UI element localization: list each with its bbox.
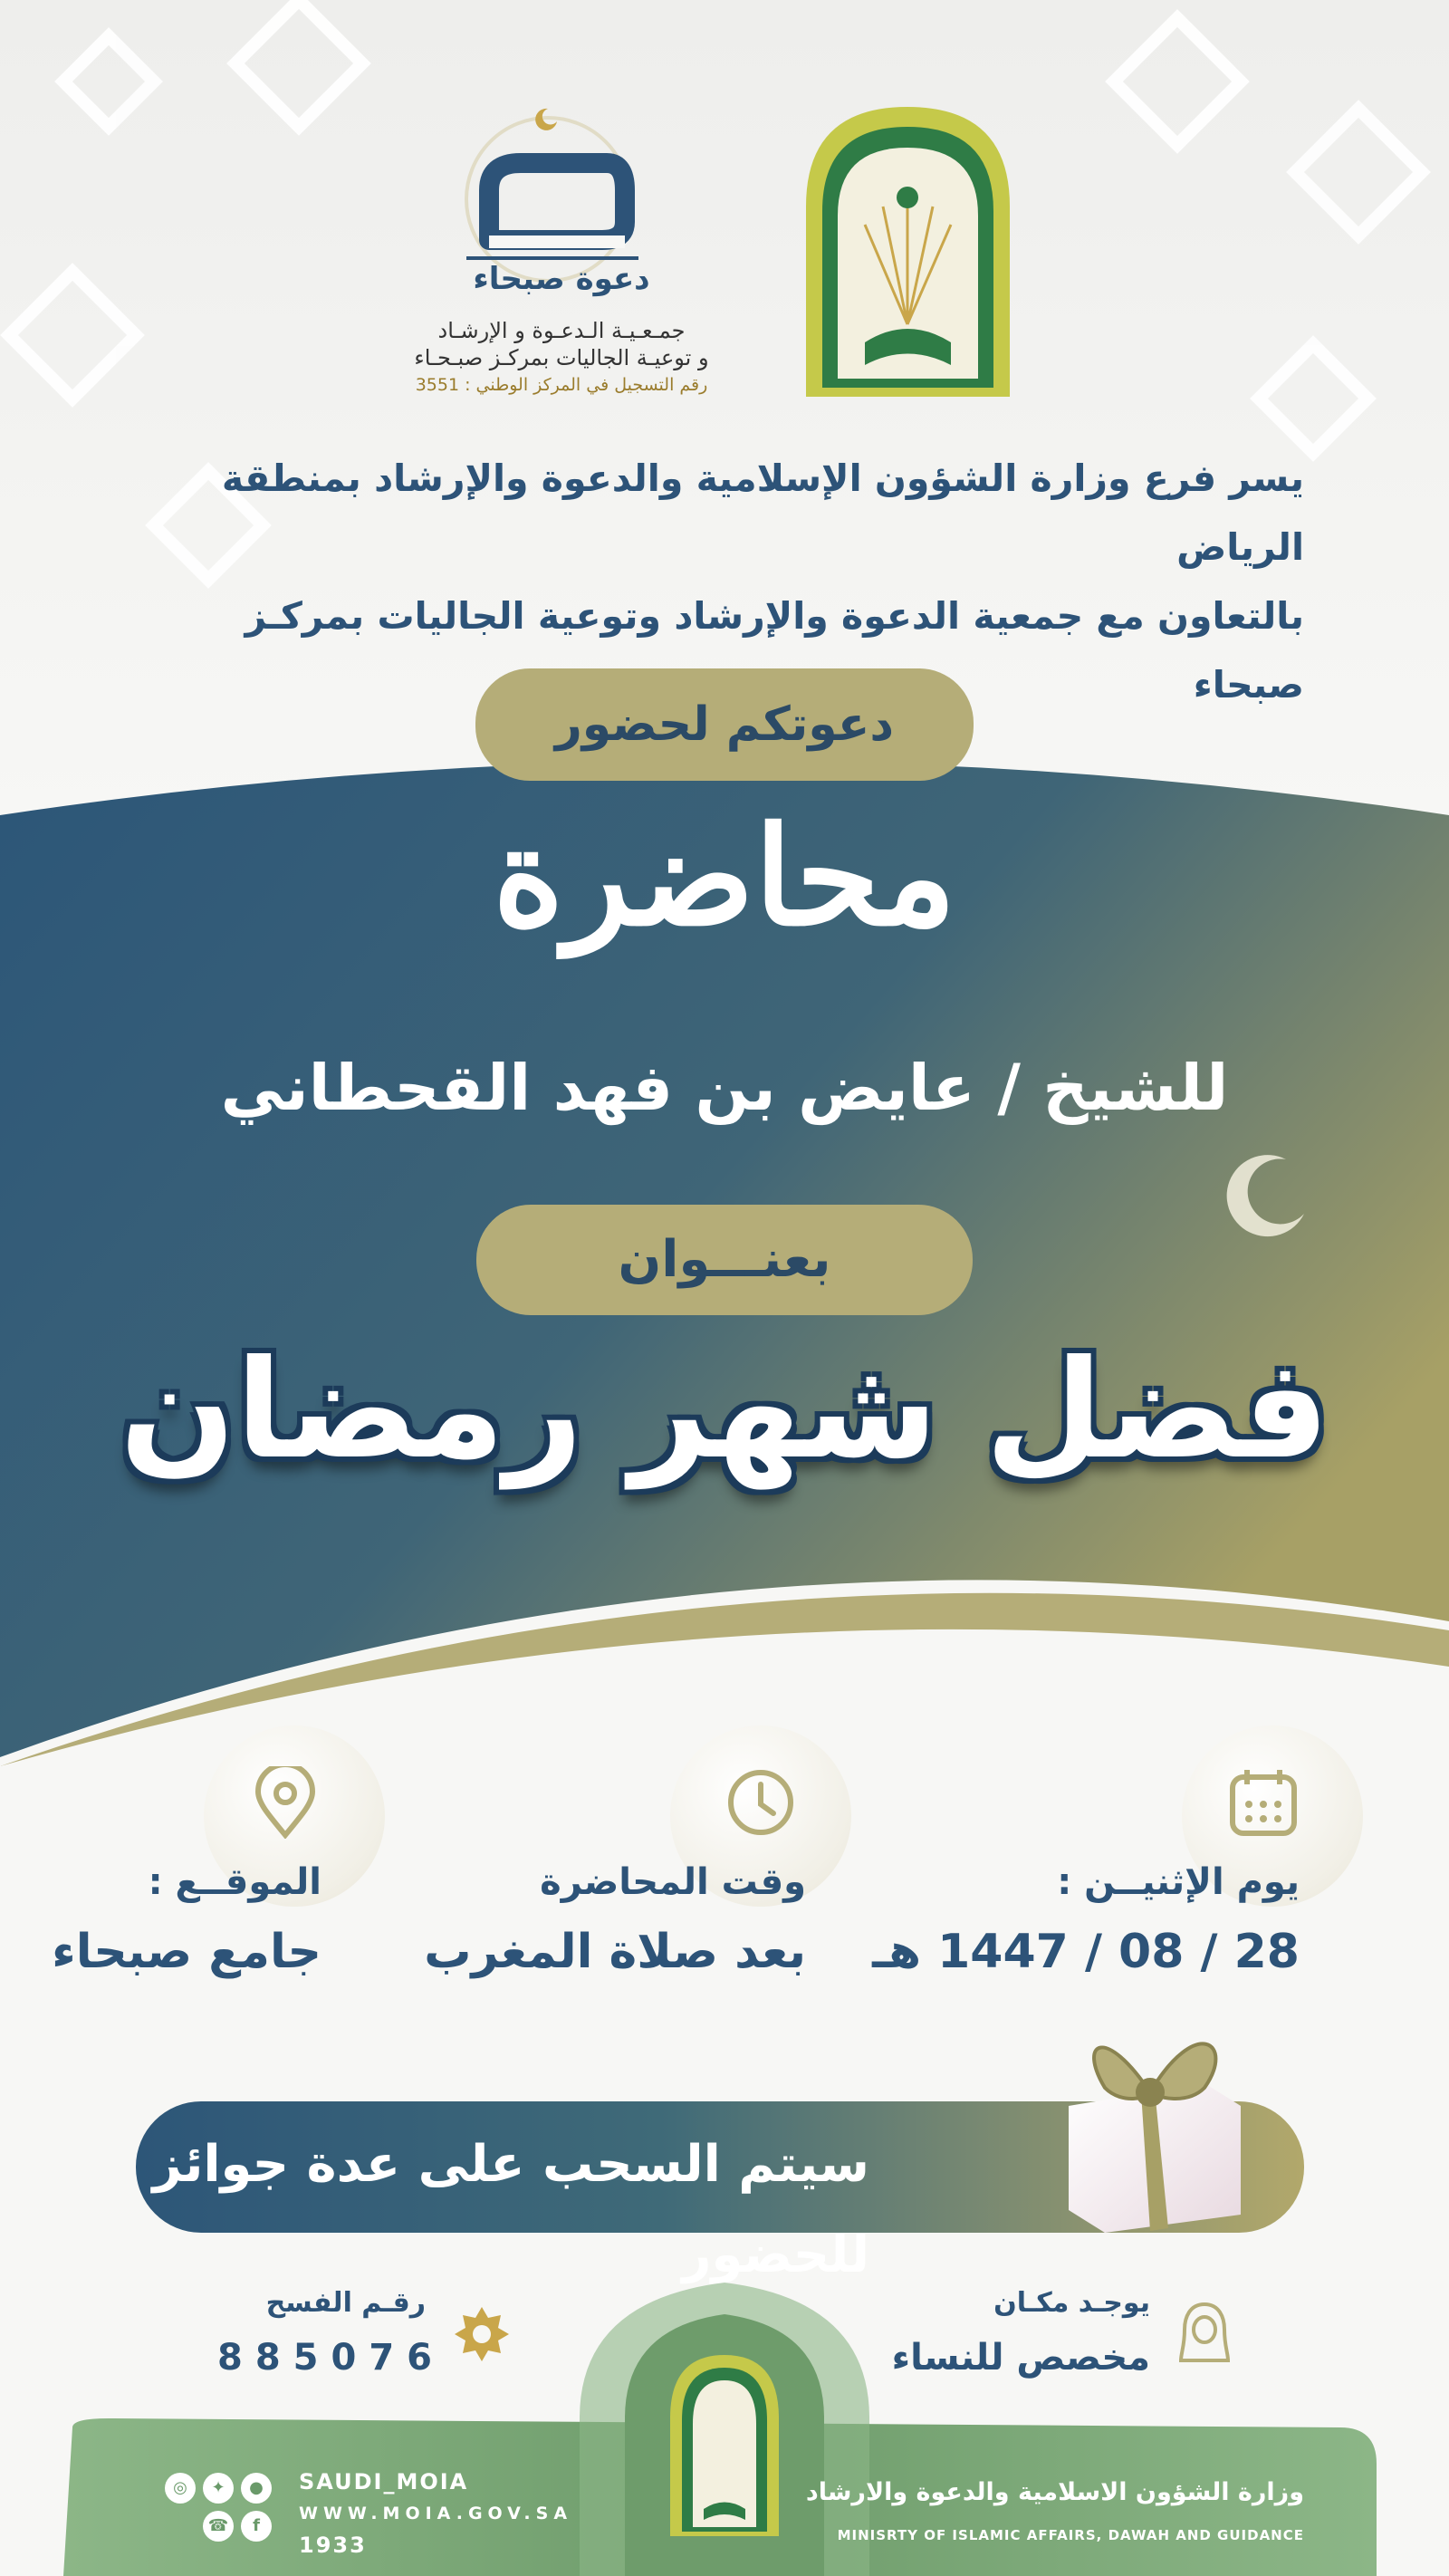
intro-line2: بالتعاون مع جمعية الدعوة والإرشاد وتوعية الجاليات بمركـز صبحاء xyxy=(245,594,1304,706)
intro-line1: يسر فرع وزارة الشؤون الإسلامية والدعوة والإرشاد بمنطقة الرياض xyxy=(221,457,1304,569)
invite-pill: دعوتكم لحضور xyxy=(475,668,974,781)
location-pin-icon xyxy=(249,1766,321,1839)
permit-number: 885076 xyxy=(217,2337,445,2379)
association-name-line2: و توعيـة الجاليات بمركـز صبـحـاء xyxy=(414,345,709,370)
association-logo-text: دعوة صبحاء xyxy=(473,261,650,297)
footer-ministry-logo xyxy=(670,2355,779,2536)
phone-icon[interactable]: ☎ xyxy=(203,2511,234,2542)
twitter-icon[interactable]: ✦ xyxy=(203,2473,234,2504)
gift-box-icon xyxy=(1041,2006,1259,2233)
time-value: بعد صلاة المغرب xyxy=(424,1925,806,1979)
event-type-title: محاضرة xyxy=(493,797,956,956)
location-value: جامع صبحاء xyxy=(52,1925,321,1979)
prize-text: سيتم السحب على عدة جوائز للحضور xyxy=(152,2135,869,2284)
footer-ministry-ar: وزارة الشؤون الاسلامية والدعوة والارشاد xyxy=(805,2478,1304,2506)
location-label: الموقــع : xyxy=(148,1861,321,1903)
day-value: 28 / 08 / 1447 هـ xyxy=(872,1925,1300,1979)
phone-number[interactable]: 1933 xyxy=(299,2533,367,2558)
snapchat-icon[interactable]: ● xyxy=(241,2473,272,2504)
permit-label: رقـم الفسح xyxy=(265,2287,426,2319)
association-name xyxy=(412,317,711,399)
speaker-name: للشيخ / عايض بن فهد القحطاني xyxy=(220,1051,1229,1125)
social-handle[interactable]: SAUDI_MOIA xyxy=(299,2469,469,2494)
association-name-line1: جمـعـيـة الـدعـوة و الإرشـاد xyxy=(437,318,686,343)
association-registration: رقم التسجيل في المركز الوطني : 3551 xyxy=(415,375,708,395)
women-label: يوجـد مكـان xyxy=(993,2287,1150,2319)
website-link[interactable]: WWW.MOIA.GOV.SA xyxy=(299,2504,573,2523)
time-label: وقت المحاضرة xyxy=(540,1861,806,1903)
ministry-logo xyxy=(797,107,1019,397)
women-value: مخصص للنساء xyxy=(891,2337,1150,2379)
title-label-pill: بعنـــوان xyxy=(476,1205,973,1315)
footer-ministry-en: MINISRTY OF ISLAMIC AFFAIRS, DAWAH AND GUIDANCE xyxy=(837,2527,1304,2543)
lecture-topic: فضل شهر رمضان xyxy=(120,1331,1329,1489)
day-label: يوم الإثنيــن : xyxy=(1057,1861,1300,1903)
instagram-icon[interactable]: ◎ xyxy=(165,2473,196,2504)
social-icons xyxy=(163,2473,272,2542)
calendar-icon xyxy=(1227,1766,1300,1839)
clock-icon xyxy=(724,1766,797,1839)
facebook-icon[interactable]: f xyxy=(241,2511,272,2542)
